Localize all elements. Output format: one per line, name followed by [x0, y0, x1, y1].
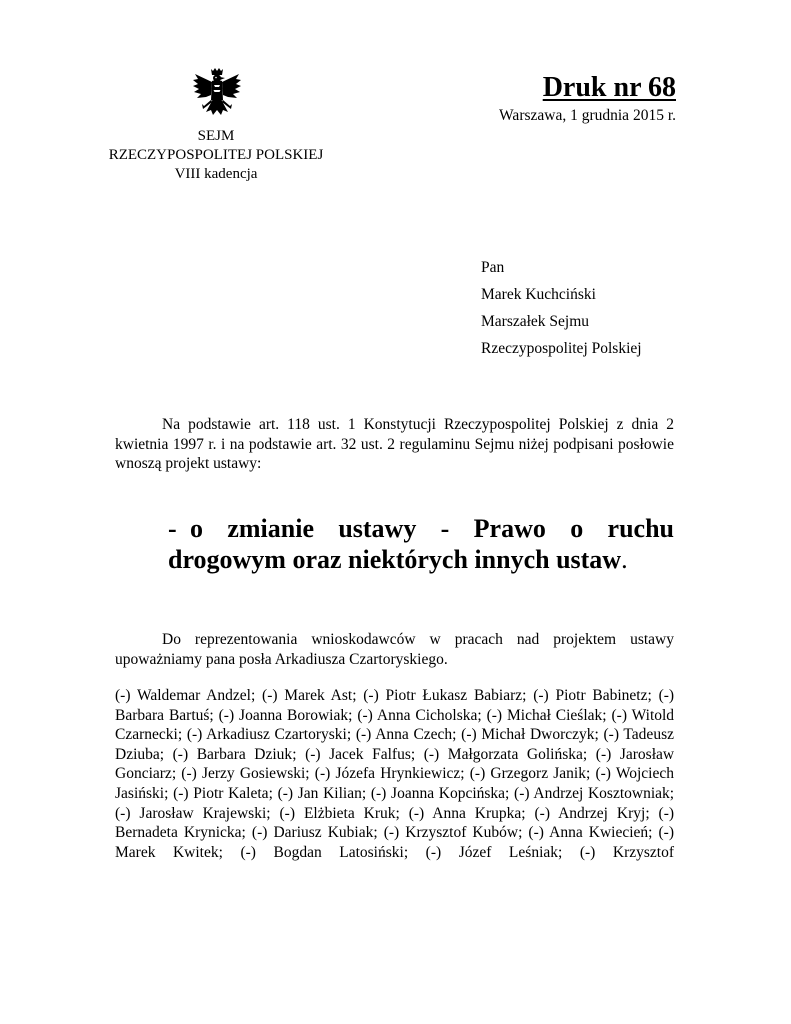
signature-marker: (-)	[486, 706, 503, 724]
signatories-list	[115, 686, 674, 862]
signature-marker: (-)	[186, 726, 203, 744]
signature-marker: (-)	[534, 804, 550, 822]
signatory-name: Marek Ast	[284, 687, 353, 704]
signatory-item: (-) Anna Krupka;	[408, 804, 526, 822]
signatory-name: Michał Cieślak	[506, 706, 603, 724]
signatory-item: (-) Józef Leśniak;	[425, 843, 563, 861]
signatory-item: (-) Bernadeta Krynicka;	[115, 804, 675, 842]
addressee-block	[481, 256, 642, 364]
signatory-name: Jarosław Krajewski	[139, 804, 267, 822]
signatory-item: (-) Joanna Borowiak;	[218, 706, 353, 724]
signatory-name: Piotr Łukasz Babiarz	[385, 687, 523, 704]
signatory-name: Piotr Kaleta	[193, 784, 269, 802]
signatory-item: (-) Joanna Kopcińska;	[370, 784, 510, 802]
signatory-item: (-) Bogdan Latosiński;	[240, 843, 409, 861]
signatory-item: (-) Marek Kwitek;	[115, 824, 674, 861]
signatory-item: (-) Józefa Hrynkiewicz;	[314, 765, 465, 783]
signatory-item: (-) Piotr Łukasz Babiarz;	[363, 687, 527, 704]
signature-marker: (-)	[279, 804, 296, 822]
signature-marker: (-)	[579, 843, 596, 861]
signature-marker: (-)	[611, 706, 627, 724]
signature-marker: (-)	[603, 726, 620, 744]
signatory-item: (-) Jarosław Krajewski;	[115, 804, 271, 822]
polish-eagle-emblem-icon	[192, 68, 242, 122]
signatory-item: (-) Michał Cieślak;	[486, 706, 607, 724]
signature-marker: (-)	[251, 824, 268, 842]
signatory-item: (-) Marek Ast;	[262, 687, 357, 704]
addressee-country: Rzeczypospolitej Polskiej	[481, 340, 642, 357]
signatory-name: Marek Kwitek	[115, 843, 219, 861]
signatory-item: (-) Wojciech Jasiński;	[115, 765, 674, 802]
signatory-name: Dariusz Kubiak	[273, 824, 374, 842]
signatory-name: Arkadiusz Czartoryski	[206, 726, 347, 744]
signatory-item: (-) Jarosław Gonciarz;	[115, 745, 675, 783]
signatory-name: Waldemar Andzel	[136, 687, 251, 704]
signature-marker: (-)	[355, 726, 372, 744]
signatory-name: Elżbieta Kruk	[303, 804, 396, 822]
signatory-name: Anna Czech	[375, 726, 453, 744]
signature-marker: (-)	[173, 784, 189, 802]
signatory-item: (-) Jerzy Gosiewski;	[181, 765, 310, 783]
signatory-name: Anna Cicholska	[376, 706, 478, 724]
signatory-item: (-) Tadeusz Dziuba;	[115, 726, 674, 763]
signature-marker: (-)	[595, 745, 612, 763]
signatory-name: Jarosław Gonciarz	[115, 745, 675, 783]
signatory-name: Józef Leśniak	[458, 843, 558, 861]
signature-marker: (-)	[423, 745, 440, 763]
signature-marker: (-)	[383, 824, 400, 842]
signatory-name: Joanna Kopcińska	[391, 784, 506, 802]
signatory-item	[580, 844, 674, 861]
addressee-salutation: Pan	[481, 259, 505, 276]
signatory-item: (-) Dariusz Kubiak;	[251, 824, 378, 842]
signature-marker: (-)	[461, 726, 477, 744]
signatory-name: Witold Czarnecki	[115, 706, 675, 744]
signature-marker: (-)	[469, 765, 486, 783]
signatory-item: (-) Jan Kilian;	[277, 784, 367, 802]
institution-country: RZECZYPOSPOLITEJ POLSKIEJ	[108, 147, 324, 163]
signatory-name: Anna Krupka	[432, 804, 522, 822]
signatory-item: (-) Barbara Bartuś;	[115, 687, 675, 724]
signature-marker: (-)	[181, 765, 197, 783]
signatory-name: Małgorzata Golińska	[447, 745, 583, 763]
signatory-name: Barbara Dziuk	[196, 745, 293, 763]
signatory-item: (-) Andrzej Kosztowniak;	[514, 784, 675, 802]
signature-marker: (-)	[425, 843, 442, 861]
institution-header	[94, 127, 338, 184]
signature-marker: (-)	[363, 687, 379, 704]
signature-marker: (-)	[658, 824, 674, 842]
signatory-name: Wojciech Jasiński	[115, 765, 674, 802]
signature-marker: (-)	[595, 765, 611, 783]
signature-marker: (-)	[408, 804, 425, 822]
addressee-position: Marszałek Sejmu	[481, 313, 590, 330]
signatory-name: Michał Dworczyk	[481, 726, 595, 744]
signatory-name: Bogdan Latosiński	[273, 843, 404, 861]
signatory-item: (-) Andrzej Kryj;	[534, 804, 650, 822]
signature-marker: (-)	[528, 824, 544, 842]
signature-marker: (-)	[658, 804, 675, 822]
signatory-item: (-) Anna Cicholska;	[357, 706, 482, 724]
bill-title-period: .	[621, 545, 628, 574]
signature-marker: (-)	[115, 687, 131, 704]
signature-marker: (-)	[533, 687, 549, 704]
bill-title	[168, 513, 674, 575]
signatory-name: Anna Kwiecień	[549, 824, 649, 842]
signature-marker: (-)	[314, 765, 331, 783]
signatory-item: (-) Arkadiusz Czartoryski;	[186, 726, 352, 744]
signatory-item: (-) Witold Czarnecki;	[115, 706, 675, 744]
intro-paragraph: Na podstawie art. 118 ust. 1 Konstytucji Rzeczypospolitej Polskiej z dnia 2 kwietnia 1997 r. i na podstawie art. 32 ust. 2 regulaminu Sejmu niżej podpisani posłowie wnoszą projekt ustawy:	[115, 416, 674, 472]
signatory-name: Jerzy Gosiewski	[201, 765, 306, 783]
print-number-title: Druk nr 68	[542, 72, 676, 103]
bill-title-text: o zmianie ustawy - Prawo o ruchu drogowym oraz niektórych innych ustaw	[168, 514, 674, 574]
place-and-date: Warszawa, 1 grudnia 2015 r.	[499, 107, 676, 124]
signatory-name: Joanna Borowiak	[239, 706, 349, 724]
signatory-item: (-) Elżbieta Kruk;	[279, 804, 400, 822]
signatory-item: (-) Piotr Kaleta;	[173, 784, 273, 802]
signature-marker: (-)	[240, 843, 256, 861]
signatory-name: Jan Kilian	[297, 784, 362, 802]
signatory-name: Piotr Babinetz	[555, 687, 648, 704]
signature-marker: (-)	[357, 706, 373, 724]
institution-name: SEJM	[197, 128, 235, 144]
signatory-item: (-) Anna Czech;	[355, 726, 457, 744]
signatory-item: (-) Waldemar Andzel;	[115, 687, 256, 704]
signatory-name: Andrzej Kosztowniak	[533, 784, 670, 802]
signature-marker: (-)	[305, 745, 321, 763]
signature-marker: (-)	[658, 687, 675, 704]
signatory-name: Andrzej Kryj	[558, 804, 646, 822]
signatory-item: (-) Krzysztof Kubów;	[383, 824, 523, 842]
signatory-name: Krzysztof	[612, 843, 674, 861]
signature-marker: (-)	[514, 784, 530, 802]
signature-marker: (-)	[172, 745, 189, 763]
addressee-name: Marek Kuchciński	[481, 286, 596, 303]
signature-marker: (-)	[218, 706, 235, 724]
signatory-name: Krzysztof Kubów	[405, 824, 519, 842]
signatory-name: Jacek Falfus	[329, 745, 411, 763]
signatory-item: (-) Jacek Falfus;	[305, 745, 416, 763]
signature-marker: (-)	[370, 784, 387, 802]
signatory-item: (-) Małgorzata Golińska;	[423, 745, 588, 763]
signatory-name: Tadeusz Dziuba	[115, 726, 674, 763]
signatory-name: Grzegorz Janik	[490, 765, 586, 783]
signatory-name: Barbara Bartuś	[115, 706, 210, 724]
signatory-item: (-) Anna Kwiecień;	[528, 824, 653, 842]
representation-paragraph: Do reprezentowania wnioskodawców w pracach nad projektem ustawy upoważniamy pana posła Arkadiusza Czartoryskiego.	[115, 631, 674, 668]
signature-marker: (-)	[262, 687, 278, 704]
bill-title-dash: -	[168, 514, 177, 543]
signatory-item: (-) Michał Dworczyk;	[461, 726, 599, 744]
signature-marker: (-)	[277, 784, 294, 802]
signature-marker: (-)	[115, 804, 131, 822]
signatory-name: Józefa Hrynkiewicz	[335, 765, 461, 783]
signatory-item: (-) Barbara Dziuk;	[172, 745, 297, 763]
institution-term: VIII kadencja	[174, 166, 258, 182]
signatory-item: (-) Grzegorz Janik;	[469, 765, 591, 783]
signatory-item: (-) Piotr Babinetz;	[533, 687, 652, 704]
signatory-name: Bernadeta Krynicka	[115, 824, 242, 842]
